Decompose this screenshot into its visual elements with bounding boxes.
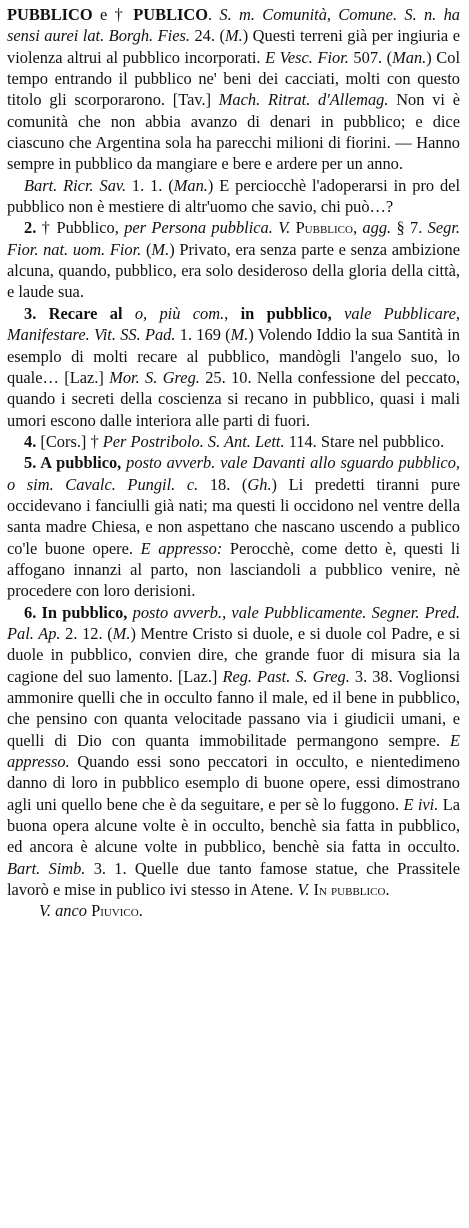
entry-text-run: E appresso. — [7, 730, 460, 772]
entry-sense-4 — [7, 431, 460, 452]
entry-text-run: Man. — [173, 175, 208, 195]
entry-text-run: 3. 1. Quelle due tanto famose statue, che Prassitele lavorò e mise in publico ivi stesso in Atene. — [7, 858, 460, 900]
entry-text-run: 5. A pubblico, — [24, 453, 122, 473]
entry-sense-2 — [7, 217, 460, 302]
entry-text-run: , — [352, 218, 363, 238]
entry-text-run: . — [207, 5, 220, 24]
entry-text-run: Per Postribolo. S. Ant. Lett. — [102, 431, 285, 451]
entry-text-run: Perocchè, come detto è, questi li affogano innanzi al parto, non lasciandoli a pubblico venire, nè procedere con loro derisioni. — [7, 538, 460, 601]
entry-text-run: Non vi è comunità che non abbia avanzo di denari in pubblico; e dice ciascuno che Argentina sola ha parecchi milioni di fiorini. — Hanno sempre in pubblico da mangiare e bere e ardere per un anno. — [7, 90, 460, 174]
entry-sense-5 — [7, 452, 460, 601]
entry-text-run: 1. 169 ( — [175, 325, 231, 345]
entry-text-run: Mor. S. Greg. — [109, 367, 200, 387]
entry-text-run: 18. ( — [198, 474, 248, 494]
entry-text-run: PUBBLICO — [7, 5, 93, 24]
entry-text-run: Piuvico — [91, 901, 139, 921]
entry-text-run: vale Pubblicare, Manifestare. Vit. SS. Pad. — [7, 303, 461, 345]
entry-text-run: Laz. — [69, 367, 99, 387]
entry-text-run: Gh. — [247, 474, 272, 494]
entry-text-run: 4. — [24, 431, 37, 451]
entry-text-run: . — [385, 880, 390, 900]
entry-text-run: ) Privato, era senza parte e senza ambizione alcuna, quando, pubblico, era solo desideroso della gloria della città, e laude sua. — [7, 239, 460, 302]
entry-text-run: M. — [112, 623, 131, 643]
entry-text-run: Bart. Simb. — [7, 858, 86, 878]
entry-citation-bartoli — [7, 175, 460, 218]
entry-text-run: 6. In pubblico, — [24, 602, 128, 622]
entry-text-run: ) E perciocchè l'adoperarsi in pro del pubblico non è mestiere di altr'uomo che savio, chi può…? — [7, 175, 460, 217]
entry-headword-paragraph — [7, 4, 460, 175]
entry-sense-3 — [7, 303, 460, 431]
entry-text-run: Quando essi sono peccatori in occulto, e nientedimeno danno di loro in pubblico esemplo di buone opere, essi dimostrano agli uni quello bene che è da seguitare, e per sè lo fuggono. — [7, 752, 460, 814]
entry-text-run: . — [138, 901, 143, 921]
entry-text-run: M. — [230, 325, 249, 345]
entry-text-run: ) Volendo Iddio la sua Santità in esemplo di molti recare al pubblico, mandògli l'angelo suo, lo quale… [ — [7, 325, 460, 387]
entry-text-run: ) Questi terreni già per ingiuria e violenza altrui al pubblico incorporati. — [7, 26, 460, 67]
entry-text-run: Segr. Fior. nat. uom. Fior. — [7, 218, 460, 259]
entry-text-run: La buona opera alcune volte è in occulto, benchè sia fatta in pubblico, ed ancora è alcune volte in pubblico, benchè sia fatta in occulto. — [7, 794, 460, 857]
entry-text-run: posto avverb., vale Pubblicamente. Segner. Pred. Pal. Ap. — [7, 602, 460, 643]
entry-text-run — [332, 304, 344, 323]
entry-text-run: ) Mentre Cristo si duole, e si duole col Padre, e si duole in pubblico, convien dire, che grande fuor di misura sia la cagione del suo lamento. [Laz.] — [7, 623, 461, 686]
entry-text-run: E Vesc. Fior. — [265, 47, 349, 67]
entry-text-run: 3. 38. Voglionsi ammonire quelli che in occulto fanno il male, ed il bene in pubblico, che pensino con quanta velocitade passano via i giudicii umani, e quelli di Dio con quanta immobilitade permangono sempre. — [7, 666, 461, 750]
entry-text-run: 2. 12. ( — [60, 623, 113, 643]
entry-text-run: ] — [98, 367, 110, 387]
entry-see-also — [7, 900, 460, 921]
entry-text-run: M. — [151, 239, 170, 259]
entry-text-run: [Cors.] † — [36, 431, 103, 451]
entry-text-run: Reg. Past. S. Greg. — [222, 666, 350, 686]
entry-text-run: 114. Stare nel pubblico. — [284, 431, 445, 451]
entry-sense-6 — [7, 602, 460, 901]
entry-text-run: 1. 1. ( — [126, 175, 174, 195]
entry-text-run: V. anco — [39, 901, 87, 921]
entry-text-run: † Pubblico, — [36, 218, 125, 238]
entry-text-run: ) Li predetti tiranni pure occidevano i fanciulli già nati; ma questi li occidono nel ventre della santa madre Chiesa, e non aspettano che nascano uscendo a publico co'le buone opere. — [7, 474, 460, 558]
entry-text-run: Mach. Ritrat. d'Allemag. — [218, 90, 389, 110]
entry-text-run: V. — [297, 880, 310, 900]
entry-text-run: PUBLICO — [133, 5, 208, 24]
entry-text-run: e † — [92, 5, 134, 24]
entry-text-run: o, — [122, 303, 160, 323]
entry-text-run: 2. — [24, 218, 37, 238]
entry-text-run: , — [224, 303, 241, 323]
entry-text-run: in pubblico, — [240, 303, 332, 323]
entry-text-run: 3. Recare al — [24, 303, 123, 323]
entry-text-run: ) Col tempo entrando il pubblico ne' beni dei cacciati, molti con questo titolo gli scorporarono. [Tav.] — [7, 47, 460, 110]
entry-text-run: agg. — [362, 218, 392, 238]
entry-text-run: 24. ( — [189, 26, 225, 46]
entry-text-run: § 7. — [391, 218, 428, 238]
entry-text-run: Man. — [392, 47, 427, 67]
entry-text-run: più com. — [159, 303, 225, 323]
entry-text-run: 25. 10. Nella confessione del peccato, quando i secreti della coscienza si recano in pubblico, quasi i mali umori escono dalle interiora alle parti di fuori. — [7, 367, 460, 430]
entry-text-run: E ivi. — [403, 794, 439, 814]
entry-text-run: 507. ( — [348, 47, 393, 67]
entry-text-run: Pubblico — [295, 218, 353, 238]
entry-text-run: S. m. Comunità, Comune. S. n. ha sensi aurei lat. Borgh. Fies. — [7, 5, 460, 46]
entry-text-run: ( — [141, 239, 152, 259]
entry-text-run: E appresso: — [140, 538, 223, 558]
entry-text-run: M. — [224, 26, 243, 46]
entry-text-run: posto avverb. vale Davanti allo sguardo pubblico, o sim. Cavalc. Pungil. c. — [7, 453, 460, 494]
entry-text-run: per Persona pubblica. V. — [124, 218, 291, 238]
entry-text-run: In pubblico — [313, 880, 386, 900]
entry-text-run: Bart. Ricr. Sav. — [24, 175, 127, 195]
